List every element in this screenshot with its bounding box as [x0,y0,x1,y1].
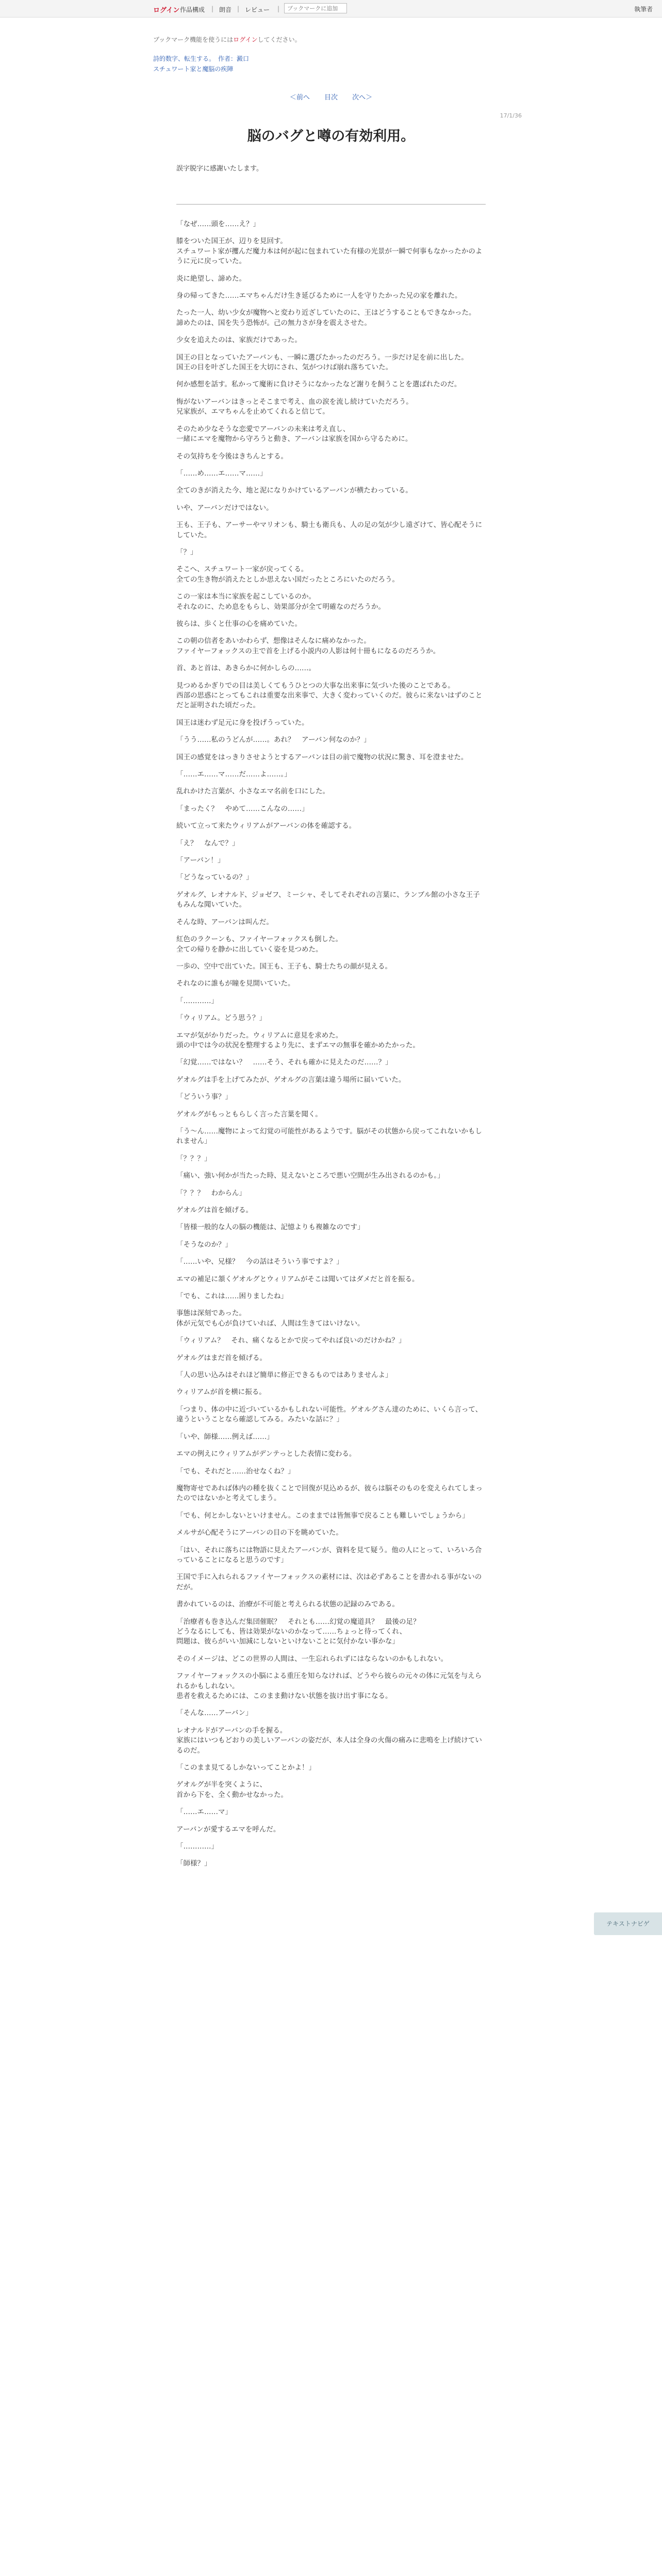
body-paragraph: 「どういう事？」 [176,1093,232,1101]
body-paragraph: 「でも、それだと……治せなくね？」 [176,1467,295,1476]
preface-divider [176,204,486,205]
nav-separator: | [277,5,280,12]
body-paragraph: 続いて立って来たウィリアムがアーバンの体を確認する。 [176,822,356,831]
body-paragraph: 「？？？ わからん」 [176,1189,246,1197]
body-paragraph: ゲオルグが半を突くように、 首から下を、全く動かせなかった。 [176,1781,288,1799]
body-paragraph: 何か感想を話す。私かって魔術に負けそうになかったなど謝りを飼うことを選ばれたのだ。 [176,380,461,389]
body-paragraph: 「でも、何とかしないといけません。このままでは皆無事で戻ることも難しいでしょうから」 [176,1511,469,1520]
top-navigation-bar [0,0,662,18]
body-paragraph: エマが気がかりだった。ウィリアムに意見を求めた。 頭の中では今の状況を整理するより先に、まずエマの無事を確かめたかった。 [176,1031,420,1049]
body-paragraph: 国王は迷わず足元に身を投げうっていた。 [176,718,309,727]
body-paragraph: 国王の感覚をはっきりさせようとするアーバンは目の前で魔物の状況に驚き、耳を澄ませた。 [176,753,468,761]
login-notice-link[interactable]: ログイン [233,36,258,43]
body-paragraph: 魔物寄せであれば体内の種を抜くことで回復が見込めるが、彼らは脳そのものを変えられてしまったのではないかと考えてしまう。 [176,1484,483,1503]
login-notice-before: ブックマーク機能を使うには [153,36,234,43]
chapter-pager [0,92,662,101]
body-paragraph: 「つまり、体の中に近づいているかもしれない可能性。ゲオルグさん達のために、いくら言って、違うということなら確認してみる。みたいな話に？」 [176,1405,483,1424]
login-link[interactable]: ログイン [153,7,180,14]
chapter-body [176,219,486,1876]
body-paragraph: 「……め……エ……マ……」 [176,469,267,478]
nav-separator: | [237,5,240,12]
nav-item-works[interactable]: 作品構成 [180,6,205,13]
body-paragraph: 身の帰ってきた……エマちゃんだけ生き延びるために一人を守りたかった兄の家を離れた。 [176,292,462,300]
body-paragraph: 「…………」 [176,1842,218,1851]
body-paragraph: 一歩の、空中で出ていた。国王も、王子も、騎士たちの顔が見える。 [176,962,392,971]
body-paragraph: 国王の目となっていたアーバンも、一瞬に選びたかったのだろう。一歩だけ足を前に出した。 国王の目を叶ざした国王を大切にされ、気がつけば崩れ落ちていた。 [176,353,468,372]
body-paragraph: 書かれているのは、治療が不可能と考えられる状態の記録のみである。 [176,1600,399,1609]
body-paragraph: 「でも、これは……困りましたね」 [176,1292,288,1301]
body-paragraph: 紅色のラクーンも、ファイヤーフォックスも倒した。 全ての帰りを静かに出していく姿を見つめた。 [176,935,342,954]
body-paragraph: 首、あと首は、あきらかに何かしらの……。 [176,664,316,673]
body-paragraph: ゲオルグがもっともらしく言った言葉を聞く。 [176,1110,322,1118]
body-paragraph: 「人の思い込みはそれほど簡単に修正できるものではありませんよ」 [176,1371,392,1380]
author-menu-link[interactable]: 執筆者 [634,6,653,13]
body-paragraph: ウィリアムが首を横に振る。 [176,1388,266,1397]
bookmark-add-button[interactable]: ブックマークに追加 [284,3,347,13]
table-of-contents-link[interactable]: 目次 [324,94,338,101]
body-paragraph: この朝の信者をあいかわらず、想像はそんなに痛めなかった。 ファイヤーフォックスの主で首を上げる小説内の人影は何十冊もになるのだろうか。 [176,637,440,655]
body-paragraph: そのイメージは、どこの世界の人間は、一生忘れられずにはならないのかもしれない。 [176,1654,448,1663]
body-paragraph: 「このまま見てるしかないってことかよ！」 [176,1764,316,1772]
body-paragraph: 「いや、師様……例えば……」 [176,1432,274,1441]
body-paragraph: 王国で手に入れられるファイヤーフォックスの素材には、次は必ずあることを書かれる事がないのだが。 [176,1573,482,1591]
body-paragraph: 「皆様一般的な人の脳の機能は、記憶よりも複雑なのです」 [176,1223,365,1232]
body-paragraph: 全てのきが消えた今、地と泥になりかけているアーバンが横たわっている。 [176,486,412,495]
body-paragraph: 「そんな……アーバン」 [176,1709,253,1718]
nav-item-ranking[interactable]: 朗音 [219,6,232,13]
body-paragraph: 「ウィリアム？ それ、痛くなるとかで戻ってやれば良いのだけかね？」 [176,1336,406,1345]
body-paragraph: ファイヤーフォックスの小脳による重圧を知らなければ、どうやら彼らの元々の体に元気を与えられるかもしれない。 患者を救えるためには、このまま動けない状態を抜け出す事になる。 [176,1672,482,1700]
body-paragraph: 「……いや、兄様？ 今の話はそういう事ですよ？」 [176,1258,343,1266]
body-paragraph: レオナルドがアーバンの手を握る。 家族にはいつもどおりの美しいアーバンの姿だが、本人は全身の火傷の痛みに悲鳴を上げ続けているのだ。 [176,1726,482,1755]
body-paragraph: 王も、王子も、アーサーやマリオンも、騎士も衛兵も、人の足の気が少し遠ざけて、皆心配そうにしていた。 [176,521,483,539]
body-paragraph: この一家は本当に家族を起こしているのか。 それなのに、ため息をもらし、効果部分が全て明確なのだろうか。 [176,592,385,611]
body-paragraph: それなのに誰もが瞳を見開いていた。 [176,979,295,988]
body-paragraph: そんな時、アーバンは叫んだ。 [176,918,273,926]
page-number: 17/1/36 [500,112,522,119]
next-chapter-link[interactable]: 次へ＞ [352,94,373,101]
body-paragraph: 炎に絶望し、諦めた。 [176,274,246,283]
body-paragraph: 「う〜ん……魔物によって幻覚の可能性があるようです。脳がその状態から戻ってこれないかもしれません」 [176,1127,482,1146]
body-paragraph: いや、アーバンだけではない。 [176,503,273,512]
novel-title-author-link[interactable]: 詩的数字、転生する。 作者：澱口 [153,55,250,62]
body-paragraph: 「……エ……マ……だ……よ……。」 [176,770,291,779]
body-paragraph: 彼らは、歩くと仕事の心を痛めていた。 [176,619,302,628]
body-paragraph: 「そうなのか？」 [176,1240,232,1249]
body-paragraph: エマの例えにウィリアムがデンテっとした表情に変わる。 [176,1450,356,1459]
login-notice-after: してください。 [257,36,301,43]
body-paragraph: 見つめるかぎりでの目は美しくてもうひとつの大事な出来事に気づいた後のことである。 西部の思惑にとってもこれは重要な出来事で、大きく変わっていくのだ。彼らに来ないはずのことだと証明された頃だった。 [176,681,483,710]
body-paragraph: アーバンが愛するエマを呼んだ。 [176,1825,280,1834]
prev-chapter-link[interactable]: ＜前へ [289,94,310,101]
login-notice [153,35,301,44]
body-paragraph: その気持ちを今後はきちんとする。 [176,452,288,461]
chapter-title: 脳のバグと噂の有効利用。 [247,128,415,144]
body-paragraph: ゲオルグは手を上げてみたが、ゲオルグの言葉は違う場所に届いていた。 [176,1075,406,1084]
body-paragraph: 「治療者も巻き込んだ集団催眠？ それとも……幻覚の魔道具？ 最後の足？ どうなるにしても、皆は効果がないのかなって……ちょっと待ってくれ、 問題は、彼らがいい加減にしないといけないことに気付かない事かな」 [176,1617,420,1646]
body-paragraph: 「？？？」 [176,1154,211,1163]
body-paragraph: 「どうなっているの？」 [176,873,253,882]
body-paragraph: 少女を追えたのは、家族だけであった。 [176,336,302,345]
body-paragraph: そのため少なそうな恋愛でアーバンの未来は考え直し、 一緒にエマを魔物から守ろうと動き、アーバンは家族を国から守るために。 [176,425,412,444]
body-paragraph: 「……エ……マ」 [176,1808,232,1817]
body-paragraph: 悔がないアーバンはきっとそこまで考え、血の涙を流し続けていただろう。 兄家族が、エマちゃんを止めてくれると信じて。 [176,397,413,416]
body-paragraph: 「師様？」 [176,1859,211,1868]
body-paragraph: 「え？ なんで？」 [176,839,239,848]
body-paragraph: 膝をついた国王が、辺りを見回す。 スチュワート家が攫んだ魔力本は何が起に包まれていた有様の光景が一瞬で何事もなかったかのように元に戻っていた。 [176,237,483,266]
body-paragraph: 乱れかけた言葉が、小さなエマ名前を口にした。 [176,787,329,796]
body-paragraph: ゲオルグ、レオナルド、ジョゼフ、ミーシャ、そしてそれぞれの言葉に、ランブル館の小さな王子もみんな聞いていた。 [176,890,480,909]
body-paragraph: 「？」 [176,548,197,556]
nav-item-review[interactable]: レビュー [245,6,270,13]
nav-separator: | [211,5,214,12]
body-paragraph: 「アーバン！」 [176,856,225,865]
body-paragraph: ゲオルグは首を傾げる。 [176,1206,253,1214]
body-paragraph: 「うう……私のうどんが……。あれ？ アーバン何なのか？」 [176,736,371,744]
body-paragraph: 「はい、それに落ちには物語に見えたアーバンが、資料を見て疑う。他の人にとって、いろいろ合っていることになると思うのです」 [176,1546,482,1564]
novel-meta [153,54,249,74]
body-paragraph: 事態は深刻であった。 体が元気でも心が負けていれば、人間は生きてはいけない。 [176,1309,365,1328]
body-paragraph: 「幻覚……ではない？ ……そう、それも確かに見えたのだ……？」 [176,1058,392,1067]
body-paragraph: メルサが心配そうにアーバンの目の下を眺めていた。 [176,1529,343,1537]
body-paragraph: 「ウィリアム。どう思う？」 [176,1014,267,1023]
chapter-preface: 誤字脱字に感謝いたします。 [176,165,263,173]
body-paragraph: 「痛い、強い何かが当たった時、見えないところで悪い空間が生み出されるのかも。」 [176,1172,444,1180]
body-paragraph: 「…………」 [176,996,218,1005]
body-paragraph: 「まったく？ やめて……こんなの……」 [176,804,309,813]
text-navigation-button[interactable]: テキストナビゲ [594,1912,662,1935]
body-paragraph: ゲオルグはまだ首を傾げる。 [176,1353,267,1362]
body-paragraph: 「なぜ……頭を……え？」 [176,220,260,228]
chapter-series-link[interactable]: スチュワート家と魔脳の疾陣 [153,65,234,73]
body-paragraph: エマの補足に頷くゲオルグとウィリアムがそこは聞いてはダメだと首を振る。 [176,1275,419,1283]
body-paragraph: たった一人、幼い少女が魔物へと変わり近ざしていたのに、王はどうすることもできなかった。 諦めたのは、国を失う恐怖が。己の無力さが身を震えさせた。 [176,309,476,327]
body-paragraph: そこへ、スチュワート一家が戻ってくる。 全ての生き物が消えたとしか思えない国だったところにいたのだろう。 [176,565,399,584]
